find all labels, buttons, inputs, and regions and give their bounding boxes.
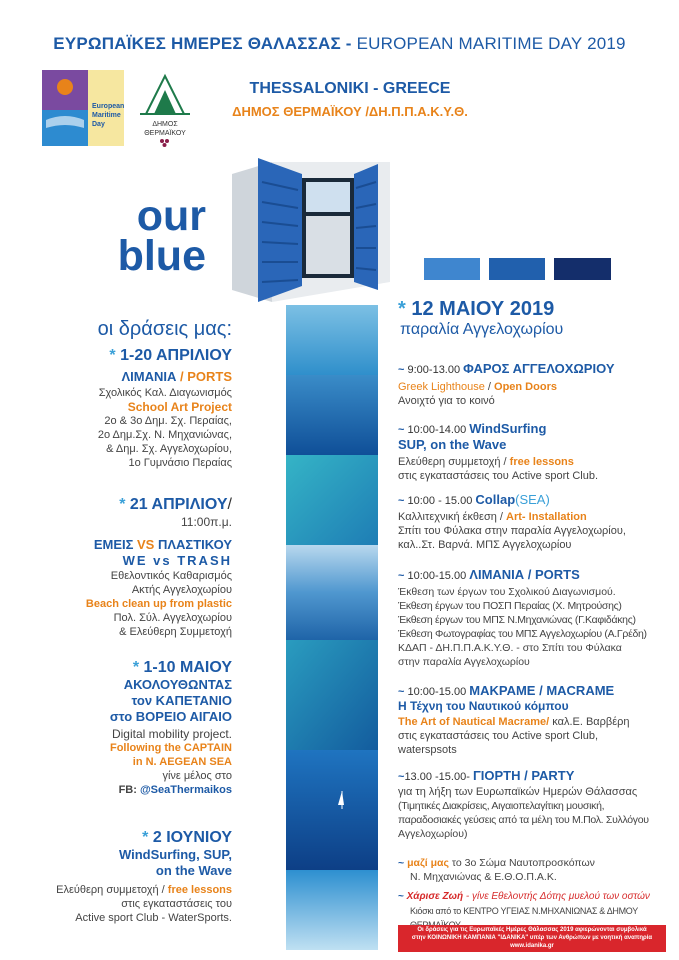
line: School Art Project — [127, 400, 232, 414]
line: free lessons — [167, 884, 232, 896]
event-title-en: PORTS — [187, 369, 232, 384]
l: Open Doors — [494, 381, 557, 393]
star-icon: * — [109, 347, 116, 364]
t: τον ΚΑΠΕΤΑΝΙΟ — [131, 693, 232, 708]
l: Greek Lighthouse — [398, 381, 485, 393]
footer-line: Οι δράσεις για τις Ευρωπαϊκές Ημέρες Θάλασσας 2019 αφιερώνονται συμβολικά — [417, 927, 647, 933]
program-collapsea — [398, 492, 663, 552]
line: in N. AEGEAN SEA — [132, 756, 232, 768]
sea-photo-strip — [286, 305, 378, 950]
main-place: παραλία Αγγελοχωρίου — [400, 321, 564, 338]
line: Ακτής Αγγελοχωρίου — [131, 584, 232, 596]
tilde-icon: ~ — [398, 857, 405, 869]
line: & Ελεύθερη Συμμετοχή — [119, 626, 232, 638]
line: Beach clean up from plastic — [85, 598, 232, 610]
t: ΕΜΕΙΣ — [93, 537, 138, 552]
fb-prefix: FB: — [118, 784, 140, 796]
l: waterspsots — [398, 744, 457, 756]
main-event-header — [398, 298, 663, 339]
l: το 3ο Σώμα Ναυτοπροσκόπων — [448, 857, 595, 869]
slogan-line-2: blue — [117, 232, 206, 280]
sep: / — [176, 369, 188, 384]
city-heading: THESSALONIKI - GREECE — [249, 80, 451, 97]
time: 10:00-15.00 — [407, 570, 467, 582]
l: Έκθεση των έργων του Σχολικού Διαγωνισμού. — [398, 586, 616, 598]
title: PORTS — [535, 567, 580, 582]
line: Following the CAPTAIN — [109, 742, 232, 754]
sep: / — [535, 683, 547, 698]
program-lighthouse — [398, 361, 663, 408]
tilde-icon: ~ — [398, 771, 405, 783]
title: SUP, on the Wave — [398, 437, 507, 452]
slash: / — [227, 496, 232, 513]
l: Καλλιτεχνική έκθεση — [398, 511, 497, 523]
european-maritime-day-logo — [42, 70, 124, 146]
title: ΜΑΚΡΑΜΕ — [469, 683, 536, 698]
event-april-21 — [40, 496, 232, 639]
l: Art- Installation — [506, 511, 587, 523]
main-date: 12 ΜΑΙΟΥ 2019 — [411, 298, 555, 320]
line: γίνε μέλος στο — [162, 770, 232, 782]
time: 10:00-15.00 — [407, 686, 467, 698]
sep: / — [524, 567, 536, 582]
l: Έκθεση έργων του ΠΟΣΠ Περαίας (Χ. Μητρούσης) — [398, 600, 622, 612]
line: Εθελοντικός Καθαρισμός — [110, 570, 232, 582]
line: 2ο & 3ο Δημ. Σχ. Περαίας, — [104, 415, 232, 427]
sep: / — [500, 456, 510, 468]
t: WindSurfing, SUP, — [118, 847, 232, 862]
line: στις εγκαταστάσεις του — [121, 898, 232, 910]
line: & Δημ. Σχ. Αγγελοχωρίου, — [106, 443, 232, 455]
l: στις εγκαταστάσεις του Active sport Club, — [398, 730, 599, 742]
t: vs — [153, 553, 172, 568]
program-windsurfing — [398, 421, 663, 483]
sep: / — [484, 381, 495, 393]
dimos-text-1: ΔΗΜΟΣ — [152, 121, 178, 128]
activities-heading: οι δράσεις μας: — [97, 318, 232, 340]
l: Χάρισε Ζωή — [406, 891, 464, 902]
t: VS — [137, 537, 155, 552]
event-date: 1-10 ΜΑΙΟΥ — [143, 659, 232, 676]
line: Digital mobility project. — [111, 727, 232, 741]
title-english: EUROPEAN MARITIME DAY 2019 — [356, 34, 626, 53]
t: TRASH — [171, 553, 232, 568]
l: The Art of Nautical Macrame/ — [398, 716, 550, 728]
event-date: 2 ΙΟΥΝΙΟΥ — [152, 829, 232, 846]
subtitle: Η Τέχνη του Ναυτικού κόμπου — [398, 699, 569, 713]
tilde-icon: ~ — [398, 570, 405, 582]
l: για τη λήξη των Ευρωπαϊκών Ημερών Θάλασσας — [398, 786, 638, 798]
star-icon: * — [132, 659, 140, 676]
event-april-1-20 — [40, 347, 232, 470]
tilde-icon: ~ — [398, 495, 405, 507]
line: Active sport Club - WaterSports. — [75, 912, 232, 924]
time: 9:00-13.00 — [407, 364, 461, 376]
title: Collap — [475, 492, 516, 507]
event-june-2 — [40, 829, 232, 925]
line: Πολ. Σύλ. Αγγελοχωρίου — [113, 612, 232, 624]
l: μαζί μας — [407, 857, 449, 869]
l: Κιόσκι από το ΚΕΝΤΡΟ ΥΓΕΙΑΣ Ν.ΜΗΧΑΝΙΩΝΑΣ & ΔΗΜΟΥ — [410, 906, 638, 916]
event-time: 11:00π.μ. — [181, 515, 232, 529]
l: καλ.Ε. Βαρβέρη — [549, 716, 630, 728]
l: Έκθεση έργων του ΜΠΣ Ν.Μηχανιώνας (Γ.Καφιδάκης) — [398, 614, 636, 626]
line: 2ο Δημ.Σχ. Ν. Μηχανιώνας, — [97, 429, 232, 441]
title: (SEA) — [515, 492, 550, 507]
line: Ελεύθερη συμμετοχή — [56, 884, 159, 896]
l: free lessons — [509, 456, 574, 468]
t: στο ΒΟΡΕΙΟ ΑΙΓΑΙΟ — [109, 709, 232, 724]
line: Σχολικός Καλ. Διαγωνισμός — [98, 387, 232, 399]
title-greek: ΕΥΡΩΠΑΪΚΕΣ ΗΜΕΡΕΣ ΘΑΛΑΣΣΑΣ - — [53, 34, 352, 53]
title: ΦΑΡΟΣ ΑΓΓΕΛΟΧΩΡΙΟΥ — [463, 361, 615, 376]
l: παραδοσιακές γεύσεις από τα μέλη του Μ.Πολ. Συλλόγου — [398, 814, 649, 826]
title: MACRAME — [546, 683, 615, 698]
event-date: 1-20 ΑΠΡΙΛΙΟΥ — [120, 347, 232, 364]
l: καλ..Στ. Βαρνά. ΜΠΣ Αγγελοχωρίου — [398, 539, 572, 551]
event-title-gr: ΛΙΜΑΝΙΑ — [121, 369, 177, 384]
l: Έκθεση Φωτογραφίας του ΜΠΣ Αγγελοχωρίου (Α.Γρέδη) — [398, 628, 647, 640]
event-date: 21 ΑΠΡΙΛΙΟΥ — [129, 496, 228, 513]
l: Ν. Μηχανιώνας & Ε.Θ.Ο.Π.Α.Κ. — [410, 871, 557, 883]
footer-line: στην ΚΟΙΝΩΝΙΚΗ ΚΑΜΠΑΝΙΑ "ΙΔΑΝΙΚΑ" υπέρ των Ανθρώπων με νοητική αναπηρία — [411, 935, 653, 941]
emd-text-1: European — [92, 103, 124, 110]
program-party — [398, 768, 663, 841]
t: ΑΚΟΛΟΥΘΩΝΤΑΣ — [123, 677, 232, 692]
municipality-heading: ΔΗΜΟΣ ΘΕΡΜΑΪΚΟΥ /ΔΗ.Π.Π.Α.Κ.Υ.Θ. — [232, 104, 468, 119]
program-macrame — [398, 683, 663, 757]
sep: / — [158, 884, 168, 896]
l: Αγγελοχωρίου) — [398, 828, 468, 840]
sep: / — [496, 511, 507, 523]
star-icon: * — [142, 829, 149, 846]
l: Ανοιχτό για το κοινό — [398, 395, 495, 407]
t: WE — [122, 553, 154, 568]
light-blue-swatch — [424, 258, 480, 280]
time: 10:00-14.00 — [407, 424, 467, 436]
l: (Τιμητικές Διακρίσεις, Αιγαιοπελαγίτικη μουσική, — [398, 800, 605, 812]
tilde-icon: ~ — [398, 686, 405, 698]
title: ΓΙΟΡΤΗ — [472, 768, 521, 783]
our-blue-slogan — [96, 192, 206, 280]
footer-link: www.idanika.gr — [510, 943, 554, 949]
sep: / — [520, 768, 532, 783]
emd-text-3: Day — [92, 121, 105, 128]
l: ΚΔΑΠ - ΔΗ.Π.Π.Α.Κ.Υ.Θ. - στο Σπίτι του Φύλακα — [398, 642, 622, 654]
idanika-footer-box — [398, 925, 666, 952]
title: ΛΙΜΑΝΙΑ — [469, 567, 525, 582]
title: PARTY — [531, 768, 575, 783]
page-title — [0, 34, 679, 54]
event-may-1-10 — [40, 659, 232, 797]
time: 10:00 - 15.00 — [407, 495, 473, 507]
facebook-handle: @SeaThermaikos — [139, 784, 232, 796]
emd-text-2: Maritime — [92, 112, 121, 119]
l: - γίνε Εθελοντής Δότης μυελού των οστών — [463, 891, 650, 902]
scouts-note — [398, 856, 663, 884]
tilde-icon: ~ — [398, 424, 405, 436]
slogan-line-1: our — [136, 192, 206, 240]
l: Σπίτι του Φύλακα στην παραλία Αγγελοχωρίου, — [398, 525, 626, 537]
title: WindSurfing — [469, 421, 547, 436]
l: Ελεύθερη συμμετοχή — [398, 456, 501, 468]
medium-blue-swatch — [489, 258, 545, 280]
tilde-icon: ~ — [398, 364, 405, 376]
l: στις εγκαταστάσεις του Active sport Club. — [398, 470, 599, 482]
star-icon: * — [119, 496, 126, 513]
line: 1ο Γυμνάσιο Περαίας — [128, 457, 232, 469]
time: 13.00 -15.00- — [404, 771, 470, 783]
t: on the Wave — [155, 863, 232, 878]
dark-blue-swatch — [554, 258, 611, 280]
dimos-text-2: ΘΕΡΜΑΪΚΟΥ — [144, 130, 186, 137]
tilde-icon: ~ — [398, 891, 404, 902]
blue-window-illustration — [232, 152, 390, 304]
l: στην παραλία Αγγελοχωρίου — [398, 656, 530, 668]
dimos-thermaikou-logo — [134, 68, 196, 148]
program-ports — [398, 567, 663, 669]
t: ΠΛΑΣΤΙΚΟΥ — [154, 537, 232, 552]
star-icon: * — [398, 298, 406, 320]
